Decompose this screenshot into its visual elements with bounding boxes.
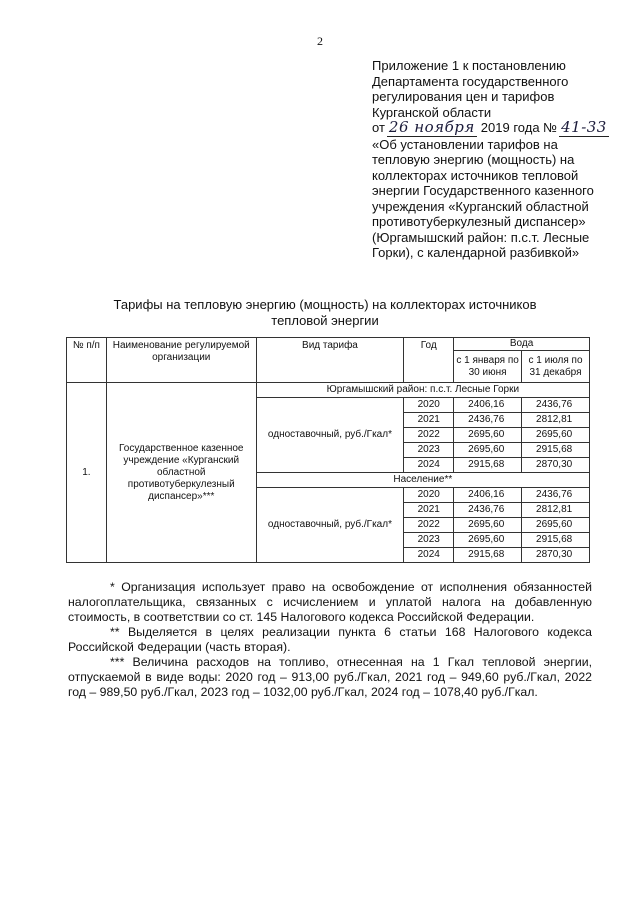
header-org: Наименование регулируемой организации xyxy=(106,338,256,383)
resolution-line: противотуберкулезный диспансер» xyxy=(372,214,586,229)
resolution-line: Горки), с календарной разбивкой» xyxy=(372,245,580,260)
tariff-value: 2436,76 xyxy=(522,398,590,413)
tariff-value: 2915,68 xyxy=(454,548,522,563)
handwritten-number: 41-33 xyxy=(561,118,607,136)
header-period-2: с 1 июля по 31 декабря xyxy=(522,351,590,383)
tariff-value: 2915,68 xyxy=(522,443,590,458)
appendix-line: Приложение 1 к постановлению xyxy=(372,58,566,73)
year-cell: 2021 xyxy=(404,503,454,518)
tariff-value: 2915,68 xyxy=(522,533,590,548)
organization-name: Государственное казенное учреждение «Курганский областной противотуберкулезный диспансер»*** xyxy=(106,383,256,563)
tariff-value: 2695,60 xyxy=(454,428,522,443)
header-tariff-type: Вид тарифа xyxy=(256,338,404,383)
year-cell: 2024 xyxy=(404,458,454,473)
tariff-value: 2436,76 xyxy=(454,503,522,518)
resolution-line: коллекторах источников тепловой xyxy=(372,167,579,183)
year-cell: 2022 xyxy=(404,428,454,443)
year-cell: 2023 xyxy=(404,533,454,548)
header-year: Год xyxy=(404,338,454,383)
section-label: Юргамышский район: п.с.т. Лесные Горки xyxy=(256,383,589,398)
year-cell: 2023 xyxy=(404,443,454,458)
appendix-line: Департамента государственного xyxy=(372,73,569,89)
tariff-value: 2870,30 xyxy=(522,458,590,473)
footnotes xyxy=(68,580,592,700)
tariff-value: 2695,60 xyxy=(454,443,522,458)
year-text: 2019 года № xyxy=(480,120,558,135)
handwritten-date: 26 ноября xyxy=(388,118,475,136)
year-cell: 2022 xyxy=(404,518,454,533)
tariff-value: 2915,68 xyxy=(454,458,522,473)
tariff-value: 2695,60 xyxy=(522,428,590,443)
tariff-value: 2870,30 xyxy=(522,548,590,563)
title-line: Тарифы на тепловую энергию (мощность) на коллекторах источников xyxy=(113,297,537,312)
appendix-line: Курганской области xyxy=(372,104,492,120)
footnote: ** Выделяется в целях реализации пункта 6 статьи 168 Налогового кодекса Российской Федерации (часть вторая). xyxy=(68,625,592,654)
tariff-value: 2812,81 xyxy=(522,503,590,518)
tariff-value: 2812,81 xyxy=(522,413,590,428)
year-cell: 2021 xyxy=(404,413,454,428)
year-cell: 2020 xyxy=(404,398,454,413)
section-label: Население** xyxy=(256,473,589,488)
tariff-table xyxy=(66,337,590,563)
footnote: * Организация использует право на освобождение от исполнения обязанностей налогоплательщика, связанных с исчислением и уплатой налога на добавленную стоимость, в соответствии со ст. 145 Налогового кодекса Российской Федерации. xyxy=(68,580,592,624)
tariff-value: 2436,76 xyxy=(454,413,522,428)
tariff-value: 2406,16 xyxy=(454,398,522,413)
resolution-line: тепловую энергию (мощность) на xyxy=(372,152,575,167)
appendix-header xyxy=(372,58,612,261)
document-title xyxy=(90,297,560,329)
year-cell: 2024 xyxy=(404,548,454,563)
title-line: тепловой энергии xyxy=(271,313,379,328)
row-number: 1. xyxy=(67,383,107,563)
appendix-date-line xyxy=(372,120,612,137)
tariff-value: 2695,60 xyxy=(522,518,590,533)
tariff-type: одноставочный, руб./Гкал* xyxy=(256,488,404,563)
footnote: *** Величина расходов на топливо, отнесенная на 1 Гкал тепловой энергии, отпускаемой в виде воды: 2020 год – 913,00 руб./Гкал, 2021 год – 949,60 руб./Гкал, 2022 год – 989,50 руб./Гкал, 2023 год – 1032,00 руб./Гкал, 2024 год – 1078,40 руб./Гкал. xyxy=(68,655,592,699)
header-water: Вода xyxy=(454,338,590,351)
tariff-value: 2406,16 xyxy=(454,488,522,503)
appendix-line: регулирования цен и тарифов xyxy=(372,89,555,104)
header-num: № п/п xyxy=(67,338,107,383)
tariff-type: одноставочный, руб./Гкал* xyxy=(256,398,404,473)
resolution-line: учреждения «Курганский областной xyxy=(372,198,589,214)
tariff-value: 2695,60 xyxy=(454,533,522,548)
tariff-value: 2436,76 xyxy=(522,488,590,503)
resolution-line: энергии Государственного казенного xyxy=(372,183,594,198)
page-number: 2 xyxy=(317,34,323,48)
resolution-line: (Юргамышский район: п.с.т. Лесные xyxy=(372,229,590,245)
tariff-value: 2695,60 xyxy=(454,518,522,533)
date-prefix: от xyxy=(372,120,385,135)
year-cell: 2020 xyxy=(404,488,454,503)
header-period-1: с 1 января по 30 июня xyxy=(454,351,522,383)
resolution-line: «Об установлении тарифов на xyxy=(372,136,558,152)
